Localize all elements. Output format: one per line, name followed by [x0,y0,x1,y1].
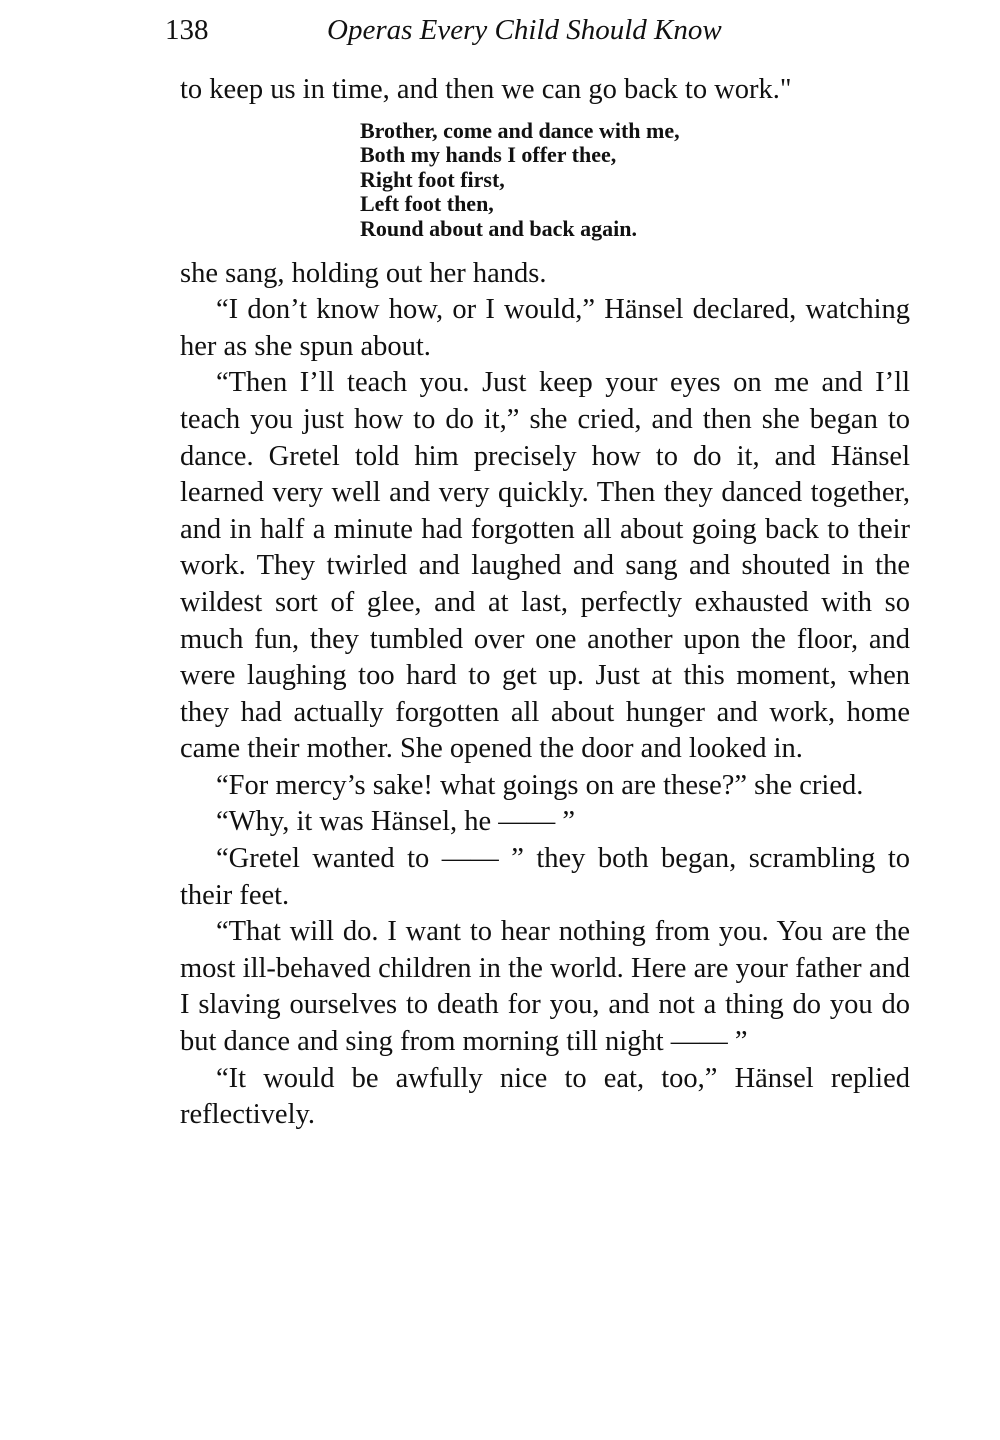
verse-line: Brother, come and dance with me, [360,117,680,143]
verse-line: Round about and back again. [360,215,637,241]
paragraph: “I don’t know how, or I would,” Hänsel declared, watching her as she spun about. [180,294,910,362]
paragraph: “Then I’ll teach you. Just keep your eyes on me and I’ll teach you just how to do it,” she cried, and then she began to dance. Gretel told him precisely how to do it, and Hänsel learned very well and very quickly. Then they danced together, and in half a minute had forgotten all about going back to their work. They twirled and laughed and sang and shouted in the wildest sort of glee, and at last, perfectly exhausted with so much fun, they tumbled over one another upon the floor, and were laughing too hard to get up. Just at this moment, when they had actually forgotten all about hunger and work, home came their mother. She opened the door and looked in. [180,367,910,765]
paragraph: “That will do. I want to hear nothing from you. You are the most ill-behaved children in the world. Here are your father and I slaving ourselves to death for you, and not a thing do you do but dance and sing from morning till night —— ” [180,916,910,1058]
verse-line: Right foot first, [360,166,505,192]
page-header [165,14,910,54]
paragraph: “For mercy’s sake! what goings on are these?” she cried. [216,769,864,801]
song-verse [360,119,910,242]
paragraph: she sang, holding out her hands. [180,257,547,289]
opening-paragraph: to keep us in time, and then we can go back to work." [180,74,792,105]
verse-line: Both my hands I offer thee, [360,142,617,168]
paragraph: “Why, it was Hänsel, he —— ” [216,806,576,838]
paragraph: “It would be awfully nice to eat, too,” Hänsel replied reflectively. [180,1062,910,1131]
paragraph: “Gretel wanted to —— ” they both began, scrambling to their feet. [180,843,910,911]
verse-line: Left foot then, [360,191,494,217]
running-title: Operas Every Child Should Know [327,14,722,46]
page-body [180,72,910,1134]
page-number: 138 [165,14,209,46]
